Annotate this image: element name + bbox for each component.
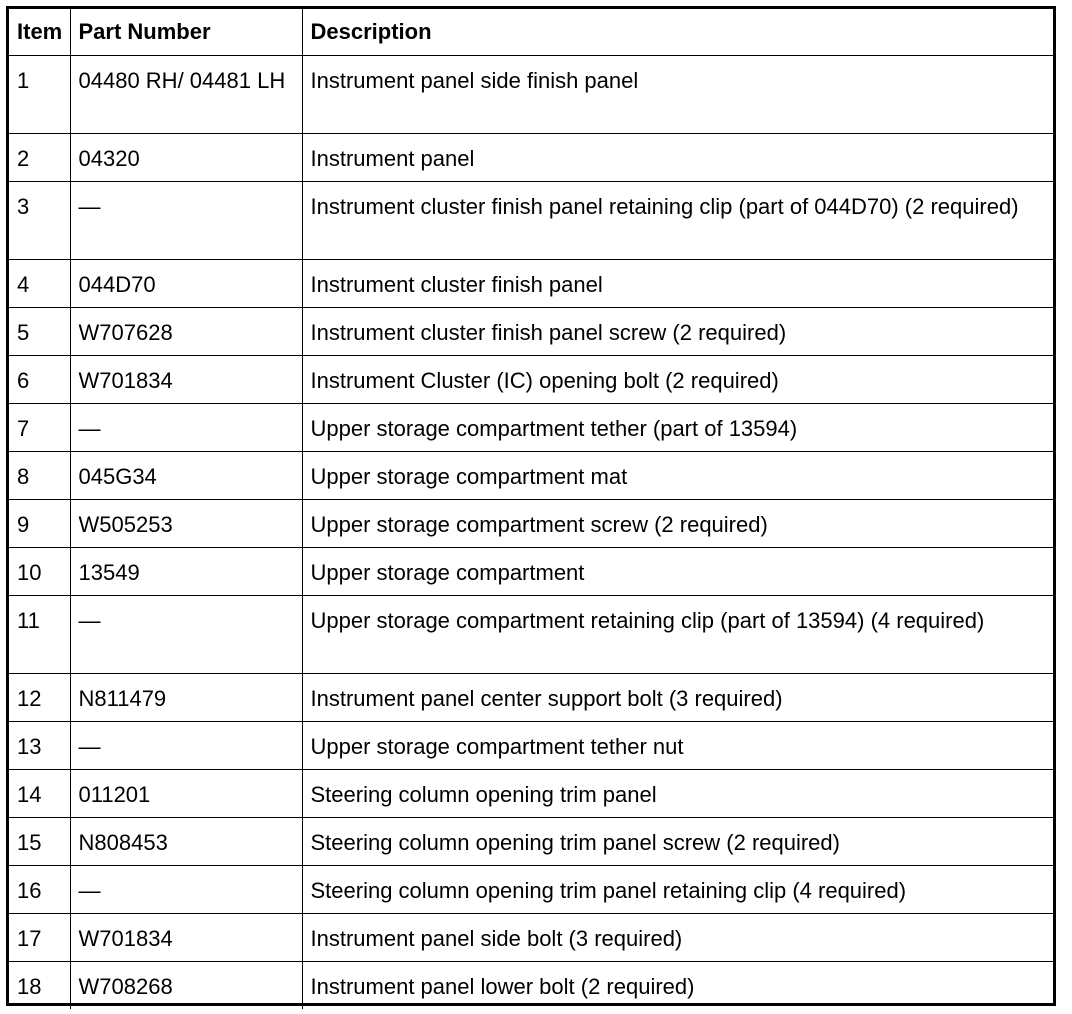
cell-description: Upper storage compartment [302, 547, 1053, 595]
table-row [9, 721, 1053, 769]
cell-item: 11 [9, 595, 70, 673]
table-row [9, 961, 1053, 1009]
cell-part-number: W701834 [70, 913, 302, 961]
header-part-number: Part Number [70, 9, 302, 55]
cell-item: 4 [9, 259, 70, 307]
cell-description: Upper storage compartment screw (2 required) [302, 499, 1053, 547]
cell-part-number: 04480 RH/ 04481 LH [70, 55, 302, 133]
cell-part-number: — [70, 595, 302, 673]
cell-description: Instrument panel [302, 133, 1053, 181]
cell-item: 6 [9, 355, 70, 403]
cell-item: 5 [9, 307, 70, 355]
cell-part-number: 044D70 [70, 259, 302, 307]
cell-part-number: N811479 [70, 673, 302, 721]
cell-description: Steering column opening trim panel retaining clip (4 required) [302, 865, 1053, 913]
cell-description: Upper storage compartment mat [302, 451, 1053, 499]
cell-description: Upper storage compartment tether (part of 13594) [302, 403, 1053, 451]
table-row [9, 769, 1053, 817]
cell-item: 7 [9, 403, 70, 451]
cell-description: Instrument Cluster (IC) opening bolt (2 required) [302, 355, 1053, 403]
cell-description: Steering column opening trim panel [302, 769, 1053, 817]
cell-part-number: 011201 [70, 769, 302, 817]
cell-description: Instrument cluster finish panel retaining clip (part of 044D70) (2 required) [302, 181, 1053, 259]
cell-description: Steering column opening trim panel screw (2 required) [302, 817, 1053, 865]
table-row [9, 913, 1053, 961]
table-row [9, 403, 1053, 451]
cell-description: Instrument panel side bolt (3 required) [302, 913, 1053, 961]
cell-item: 2 [9, 133, 70, 181]
cell-part-number: 045G34 [70, 451, 302, 499]
cell-item: 17 [9, 913, 70, 961]
cell-part-number: W708268 [70, 961, 302, 1009]
table-row [9, 133, 1053, 181]
cell-part-number: W707628 [70, 307, 302, 355]
table-row [9, 451, 1053, 499]
cell-description: Instrument panel center support bolt (3 required) [302, 673, 1053, 721]
header-description: Description [302, 9, 1053, 55]
table-row [9, 355, 1053, 403]
cell-part-number: — [70, 181, 302, 259]
table-row [9, 673, 1053, 721]
table-row [9, 817, 1053, 865]
table-row [9, 259, 1053, 307]
parts-table-container [6, 6, 1056, 1006]
cell-item: 14 [9, 769, 70, 817]
parts-table [9, 9, 1053, 1009]
cell-description: Instrument panel lower bolt (2 required) [302, 961, 1053, 1009]
cell-part-number: 13549 [70, 547, 302, 595]
cell-item: 8 [9, 451, 70, 499]
cell-description: Upper storage compartment tether nut [302, 721, 1053, 769]
cell-part-number: — [70, 865, 302, 913]
cell-description: Instrument cluster finish panel screw (2 required) [302, 307, 1053, 355]
table-row [9, 181, 1053, 259]
cell-item: 18 [9, 961, 70, 1009]
cell-item: 12 [9, 673, 70, 721]
cell-description: Upper storage compartment retaining clip (part of 13594) (4 required) [302, 595, 1053, 673]
table-row [9, 499, 1053, 547]
cell-item: 3 [9, 181, 70, 259]
cell-item: 1 [9, 55, 70, 133]
table-row [9, 307, 1053, 355]
cell-part-number: N808453 [70, 817, 302, 865]
cell-item: 13 [9, 721, 70, 769]
table-row [9, 547, 1053, 595]
cell-part-number: — [70, 721, 302, 769]
table-header-row [9, 9, 1053, 55]
cell-part-number: — [70, 403, 302, 451]
header-item: Item [9, 9, 70, 55]
table-row [9, 595, 1053, 673]
cell-description: Instrument cluster finish panel [302, 259, 1053, 307]
table-row [9, 55, 1053, 133]
cell-part-number: W701834 [70, 355, 302, 403]
cell-description: Instrument panel side finish panel [302, 55, 1053, 133]
cell-part-number: 04320 [70, 133, 302, 181]
cell-item: 16 [9, 865, 70, 913]
cell-part-number: W505253 [70, 499, 302, 547]
table-row [9, 865, 1053, 913]
cell-item: 10 [9, 547, 70, 595]
cell-item: 9 [9, 499, 70, 547]
cell-item: 15 [9, 817, 70, 865]
